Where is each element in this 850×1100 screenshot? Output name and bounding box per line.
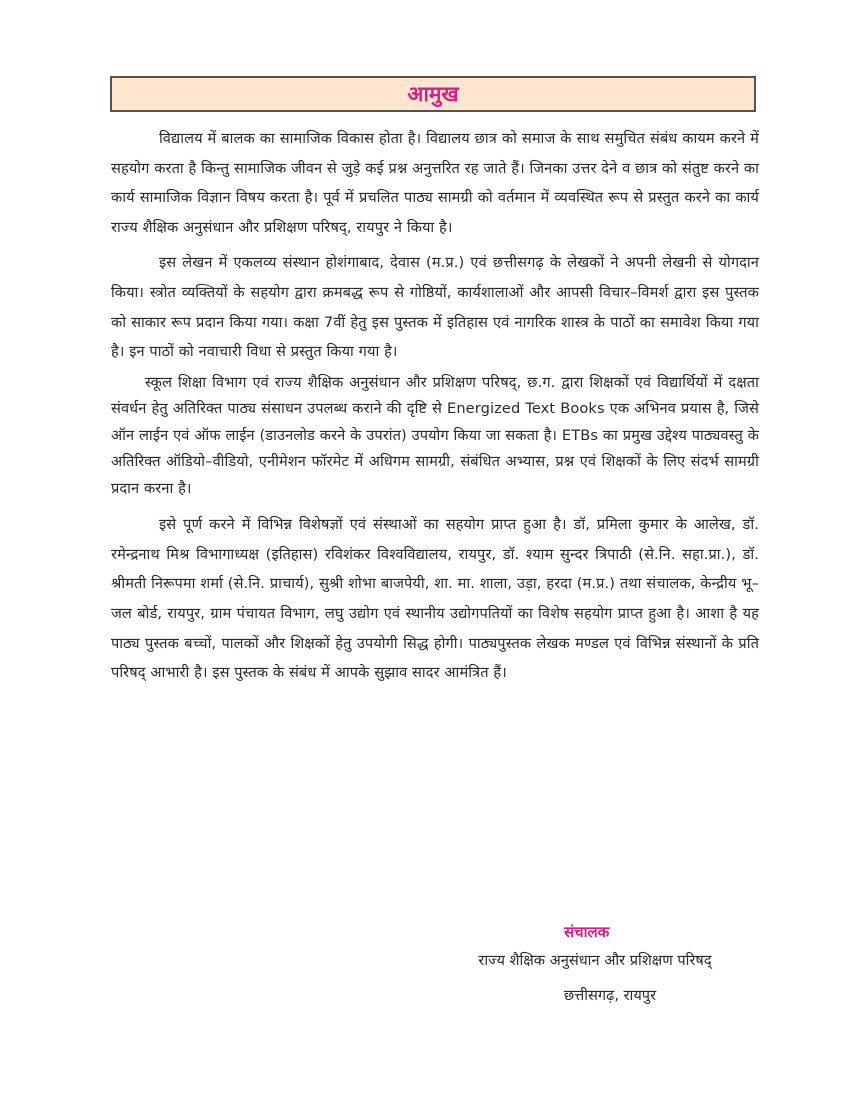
foreword-body <box>111 124 759 688</box>
paragraph-4: इसे पूर्ण करने में विभिन्न विशेषज्ञों एवं संस्थाओं का सहयोग प्राप्त हुआ है। डॉ, प्रमिला कुमार के आलेख, डॉ. रमेन्द्रनाथ मिश्र विभागाध्यक्ष (इतिहास) रविशंकर विश्वविद्यालय, रायपुर, डॉ. श्याम सुन्दर त्रिपाठी (से.नि. सहा.प्रा.), डॉ. श्रीमती निरूपमा शर्मा (से.नि. प्राचार्य), सुश्री शोभा बाजपेयी, शा. मा. शाला, उड़ा, हरदा (म.प्र.) तथा संचालक, केन्द्रीय भू–जल बोर्ड, रायपुर, ग्राम पंचायत विभाग, लघु उद्योग एवं स्थानीय उद्योगपतियों का विशेष सहयोग प्राप्त हुआ है। आशा है यह पाठ्य पुस्तक बच्चों, पालकों और शिक्षकों हेतु उपयोगी सिद्ध होगी। पाठ्यपुस्तक लेखक मण्डल एवं विभिन्न संस्थानों के प्रति परिषद् आभारी है। इस पुस्तक के संबंध में आपके सुझाव सादर आमंत्रित हैं। <box>111 516 759 682</box>
paragraph-1: विद्यालय में बालक का सामाजिक विकास होता है। विद्यालय छात्र को समाज के साथ समुचित संबंध कायम करने में सहयोग करता है किन्तु सामाजिक जीवन से जुड़े कई प्रश्न अनुत्तरित रह जाते हैं। जिनका उत्तर देने व छात्र को संतुष्ट करने का कार्य सामाजिक विज्ञान विषय करता है। पूर्व में प्रचलित पाठ्य सामग्री को वर्तमान में व्यवस्थित रूप से प्रस्तुत करने का कार्य राज्य शैक्षिक अनुसंधान और प्रशिक्षण परिषद्, रायपुर ने किया है। <box>111 130 760 236</box>
page-title: आमुख <box>407 82 459 106</box>
signature-organization: राज्य शैक्षिक अनुसंधान और प्रशिक्षण परिषद् <box>478 952 712 969</box>
paragraph-3: स्कूल शिक्षा विभाग एवं राज्य शैक्षिक अनुसंधान और प्रशिक्षण परिषद्, छ.ग. द्वारा शिक्षकों एवं विद्यार्थियों में दक्षता संवर्धन हेतु अतिरिक्त पाठ्य संसाधन उपलब्ध कराने की दृष्टि से Energized Text Books एक अभिनव प्रयास है, जिसे ऑन लाईन एवं ऑफ लाईन (डाउनलोड करने के उपरांत) उपयोग किया जा सकता है। ETBs का प्रमुख उद्देश्य पाठ्यवस्तु के अतिरिक्त ऑडियो–वीडियो, एनीमेशन फॉरमेट में अधिगम सामग्री, संबंधित अभ्यास, प्रश्न एवं शिक्षकों के लिए संदर्भ सामग्री प्रदान करना है। <box>111 373 759 497</box>
signature-title: संचालक <box>564 923 610 941</box>
title-box <box>110 76 756 112</box>
paragraph-2: इस लेखन में एकलव्य संस्थान होशंगाबाद, देवास (म.प्र.) एवं छत्तीसगढ़ के लेखकों ने अपनी लेखनी से योगदान किया। स्त्रोत व्यक्तियों के सहयोग द्वारा क्रमबद्ध रूप से गोष्ठियों, कार्यशालाओं और आपसी विचार–विमर्श द्वारा इस पुस्तक को साकार रूप प्रदान किया गया। कक्षा 7वीं हेतु इस पुस्तक में इतिहास एवं नागरिक शास्त्र के पाठों का समावेश किया गया है। इन पाठों को नवाचारी विधा से प्रस्तुत किया गया है। <box>111 254 759 361</box>
signature-location: छत्तीसगढ़, रायपुर <box>563 987 657 1004</box>
